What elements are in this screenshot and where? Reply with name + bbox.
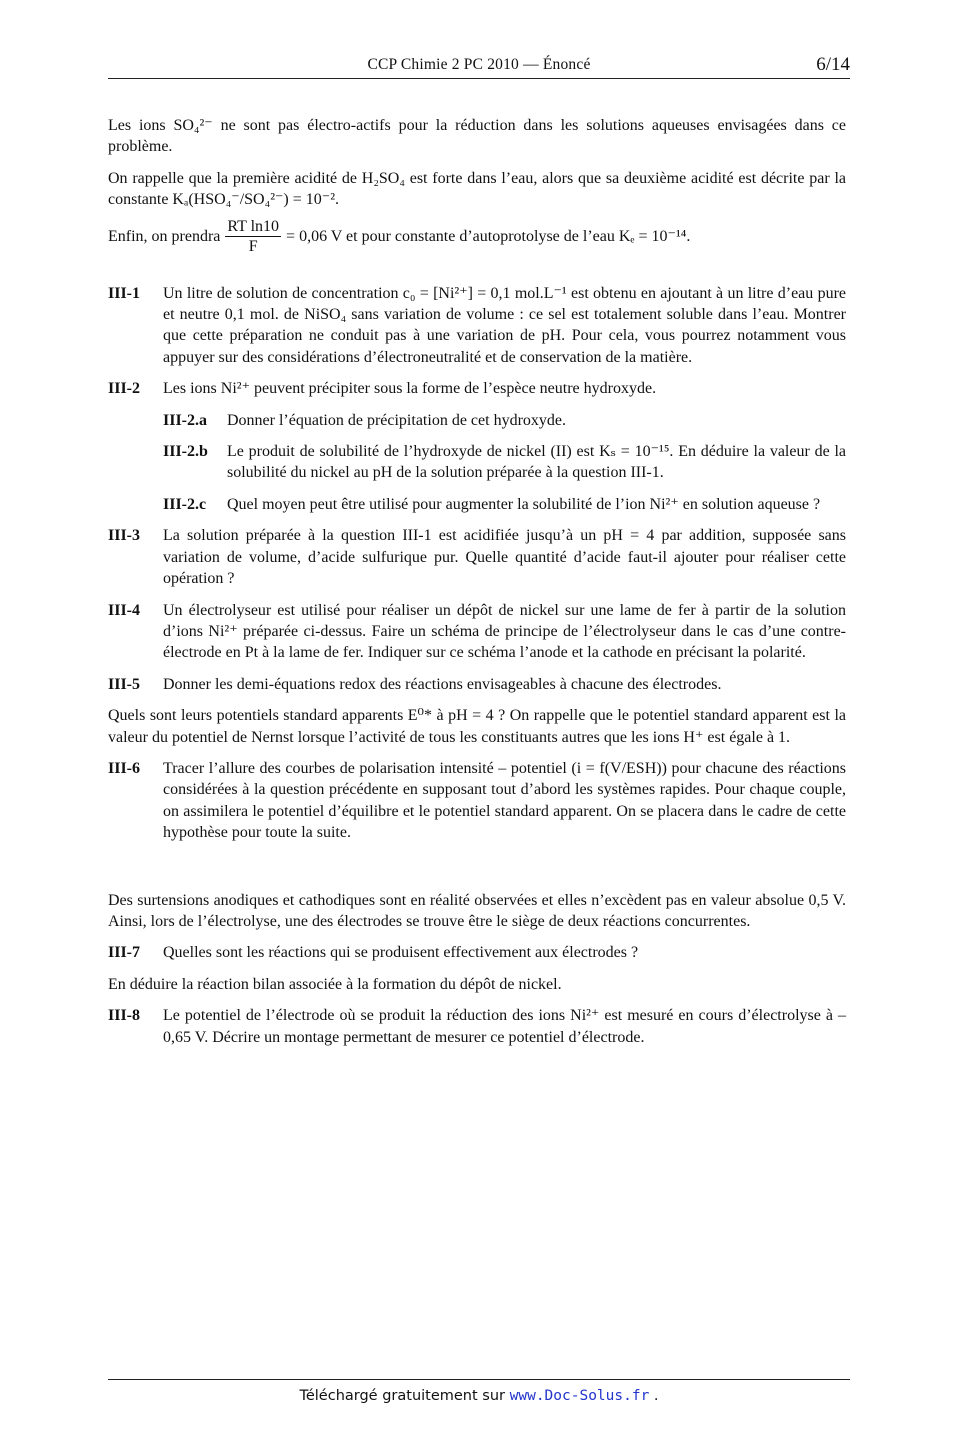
question-text: Donner les demi-équations redox des réactions envisageables à chacune des électrodes. <box>163 675 722 693</box>
intro-paragraph-1: Les ions SO₄²⁻ ne sont pas électro-actifs pour la réduction dans les solutions aqueuses envisagées dans ce problème. <box>108 117 846 156</box>
question-III-3 <box>108 525 846 589</box>
footer-suffix: . <box>653 1388 659 1404</box>
context-paragraph: Des surtensions anodiques et cathodiques sont en réalité observées et elles n’excèdent pas en valeur absolue 0,5 V. Ainsi, lors de l’électrolyse, une des électrodes se trouve être le siège de deux réactions concurrentes. <box>108 891 846 930</box>
question-III-5 <box>108 674 846 695</box>
footer-prefix: Téléchargé gratuitement sur <box>299 1388 506 1404</box>
question-label: III-2.b <box>163 443 208 461</box>
fraction-rt-ln10-over-f <box>225 217 281 256</box>
question-text: Le potentiel de l’électrode où se produit la réduction des ions Ni²⁺ est mesuré en cours d’électrolyse à – 0,65 V. Décrire un montage permettant de mesurer ce potentiel d’électrode. <box>163 1007 846 1046</box>
question-label: III-7 <box>108 944 141 962</box>
question-text: Quel moyen peut être utilisé pour augmenter la solubilité de l’ion Ni²⁺ en solution aqueuse ? <box>227 495 821 513</box>
question-III-1 <box>108 283 846 369</box>
question-label: III-1 <box>108 284 141 302</box>
question-label: III-8 <box>108 1007 141 1025</box>
question-text: Donner l’équation de précipitation de cet hydroxyde. <box>227 411 566 429</box>
question-label: III-2.a <box>163 411 208 429</box>
question-label: III-5 <box>108 675 141 693</box>
header-title: CCP Chimie 2 PC 2010 — Énoncé <box>367 56 591 73</box>
question-III-5-continued: Quels sont leurs potentiels standard apparents E⁰* à pH = 4 ? On rappelle que le potentiel standard apparent est la valeur du potentiel de Nernst lorsque l’activité de tous les constituants autres que les ions H⁺ est égale à 1. <box>108 707 846 746</box>
question-label: III-6 <box>108 759 141 777</box>
question-III-2c <box>163 494 846 515</box>
question-III-2 <box>108 378 846 399</box>
page-header <box>108 54 850 79</box>
question-III-2b <box>163 441 846 484</box>
question-III-2a <box>163 410 846 431</box>
question-text: La solution préparée à la question III-1 est acidifiée jusqu’à un pH = 4 par addition, supposée sans variation de volume, d’acide sulfurique pur. Quelle quantité d’acide faut-il ajouter pour réaliser cette opération ? <box>163 527 846 588</box>
question-III-7-continued: En déduire la réaction bilan associée à la formation du dépôt de nickel. <box>108 975 562 993</box>
fraction-numerator: RT ln10 <box>227 218 280 236</box>
question-III-8 <box>108 1005 846 1048</box>
question-text: Quelles sont les réactions qui se produisent effectivement aux électrodes ? <box>163 944 639 962</box>
question-text: Le produit de solubilité de l’hydroxyde de nickel (II) est Kₛ = 10⁻¹⁵. En déduire la valeur de la solubilité du nickel au pH de la solution préparée à la question III-1. <box>227 443 846 482</box>
question-text: Tracer l’allure des courbes de polarisation intensité – potentiel (i = f(V/ESH)) pour chacune des réactions considérées à la question précédente en supposant tout d’abord les systèmes rapides. Pour chaque couple, on assimilera le potentiel d’équilibre et le potentiel standard apparent. On se placera dans le cadre de cette hypothèse pour toute la suite. <box>163 759 846 842</box>
page-number: 6/14 <box>816 54 850 75</box>
footer-text <box>108 1388 850 1404</box>
question-label: III-2 <box>108 380 141 398</box>
question-label: III-3 <box>108 527 141 545</box>
intro-paragraph-3 <box>108 211 846 263</box>
question-text: Un litre de solution de concentration c₀ = [Ni²⁺] = 0,1 mol.L⁻¹ est obtenu en ajoutant à un litre d’eau pure et neutre 0,1 mol. de NiSO₄ sans variation de volume : ce sel est totalement soluble dans l’eau. Montrer que cette préparation ne conduit pas à une variation de pH. Pour cela, vous pourrez notamment vous appuyer sur des considérations d’électroneutralité et de conservation de la matière. <box>163 284 846 366</box>
footer-link[interactable]: www.Doc-Solus.fr <box>509 1388 650 1404</box>
question-label: III-4 <box>108 601 141 619</box>
question-label: III-2.c <box>163 495 207 513</box>
formula-prefix: Enfin, on prendra <box>108 227 221 245</box>
page-content <box>108 115 846 1048</box>
question-III-7 <box>108 942 846 963</box>
question-III-4 <box>108 600 846 664</box>
page-footer <box>108 1379 850 1404</box>
question-text: Les ions Ni²⁺ peuvent précipiter sous la forme de l’espèce neutre hydroxyde. <box>163 380 657 398</box>
question-text: Un électrolyseur est utilisé pour réaliser un dépôt de nickel sur une lame de fer à partir de la solution d’ions Ni²⁺ préparée ci-dessus. Faire un schéma de principe de l’électrolyseur dans le cas d’une contre-électrode en Pt à la lame de fer. Indiquer sur ce schéma l’anode et la cathode en précisant la polarité. <box>163 601 846 662</box>
formula-suffix: = 0,06 V et pour constante d’autoprotolyse de l’eau Kₑ = 10⁻¹⁴. <box>286 227 691 245</box>
fraction-denominator: F <box>248 238 258 256</box>
intro-paragraph-2: On rappelle que la première acidité de H₂SO₄ est forte dans l’eau, alors que sa deuxième acidité est décrite par la constante Kₐ(HSO₄⁻/SO₄²⁻) = 10⁻². <box>108 169 846 209</box>
question-III-6 <box>108 758 846 844</box>
